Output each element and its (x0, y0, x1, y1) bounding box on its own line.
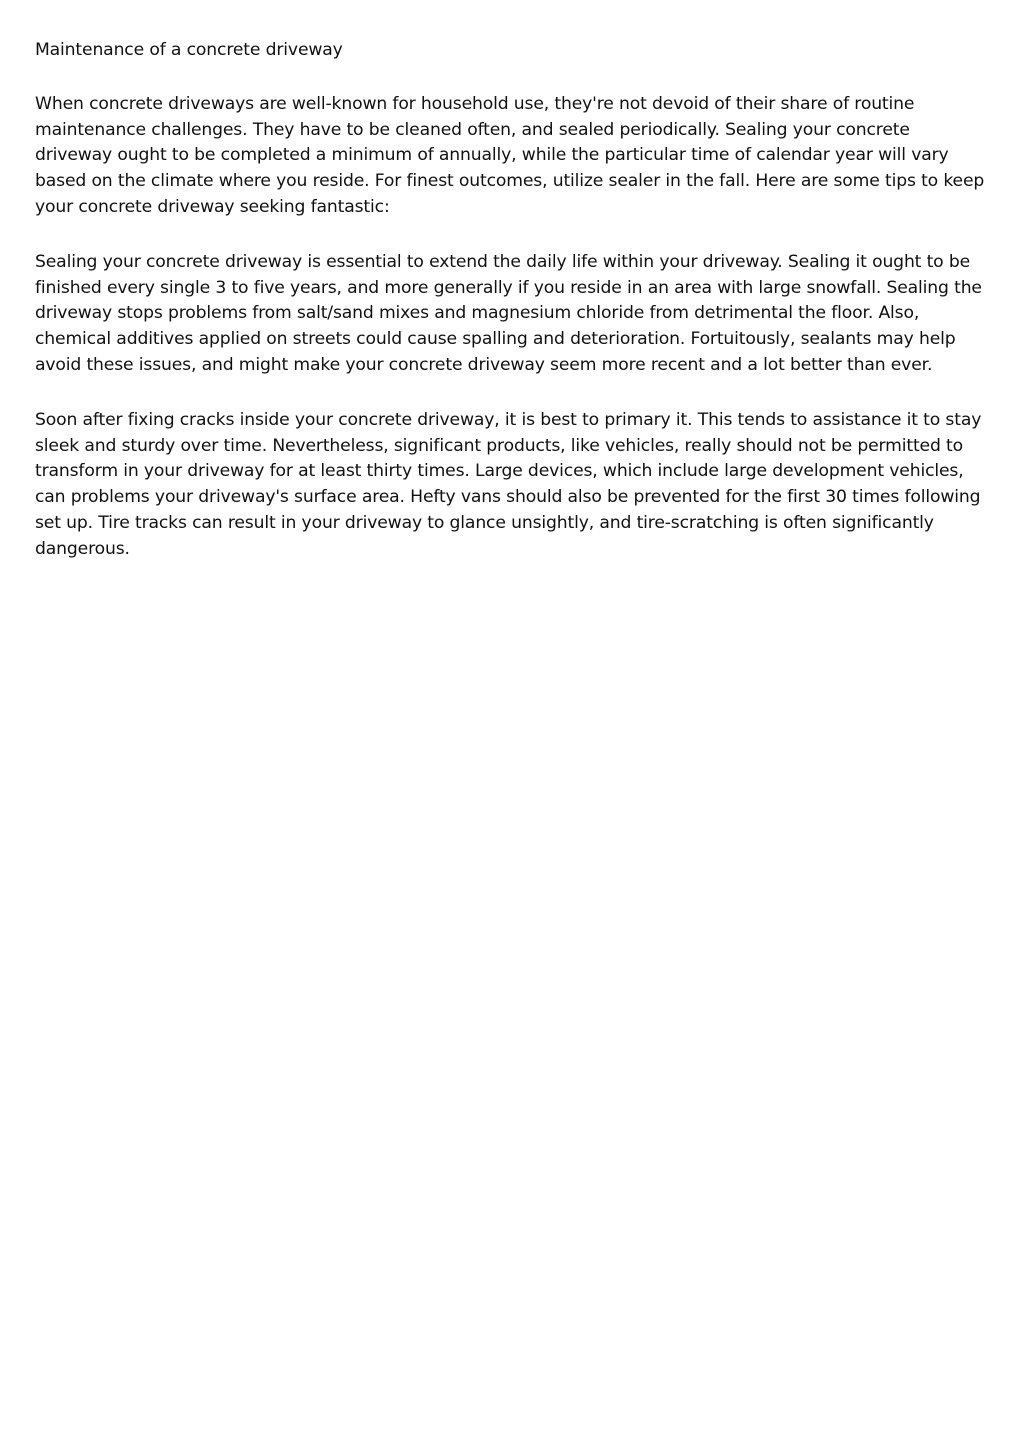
document-title: Maintenance of a concrete driveway (35, 40, 343, 60)
document-page (35, 38, 991, 592)
paragraph-after-fixing: Soon after fixing cracks inside your concrete driveway, it is best to primary it. This tends to assistance it to stay sleek and sturdy over time. Nevertheless, significant products, like vehicles, really should not be permitted to transform in your driveway for at least thirty times. Large devices, which include large development vehicles, can problems your driveway's surface area. Hefty vans should also be prevented for the first 30 times following set up. Tire tracks can result in your driveway to glance unsightly, and tire-scratching is often significantly dangerous. (35, 409, 982, 559)
paragraph-intro: When concrete driveways are well-known for household use, they're not devoid of their share of routine maintenance challenges. They have to be cleaned often, and sealed periodically. Sealing your concrete driveway ought to be completed a minimum of annually, while the particular time of calendar year will vary based on the climate where you reside. For finest outcomes, utilize sealer in the fall. Here are some tips to keep your concrete driveway seeking fantastic: (35, 93, 985, 217)
paragraph-sealing: Sealing your concrete driveway is essential to extend the daily life within your driveway. Sealing it ought to be finished every single 3 to five years, and more generally if you reside in an area with large snowfall. Sealing the driveway stops problems from salt/sand mixes and magnesium chloride from detrimental the floor. Also, chemical additives applied on streets could cause spalling and deterioration. Fortuitously, sealants may help avoid these issues, and might make your concrete driveway seem more recent and a lot better than ever. (35, 251, 982, 375)
